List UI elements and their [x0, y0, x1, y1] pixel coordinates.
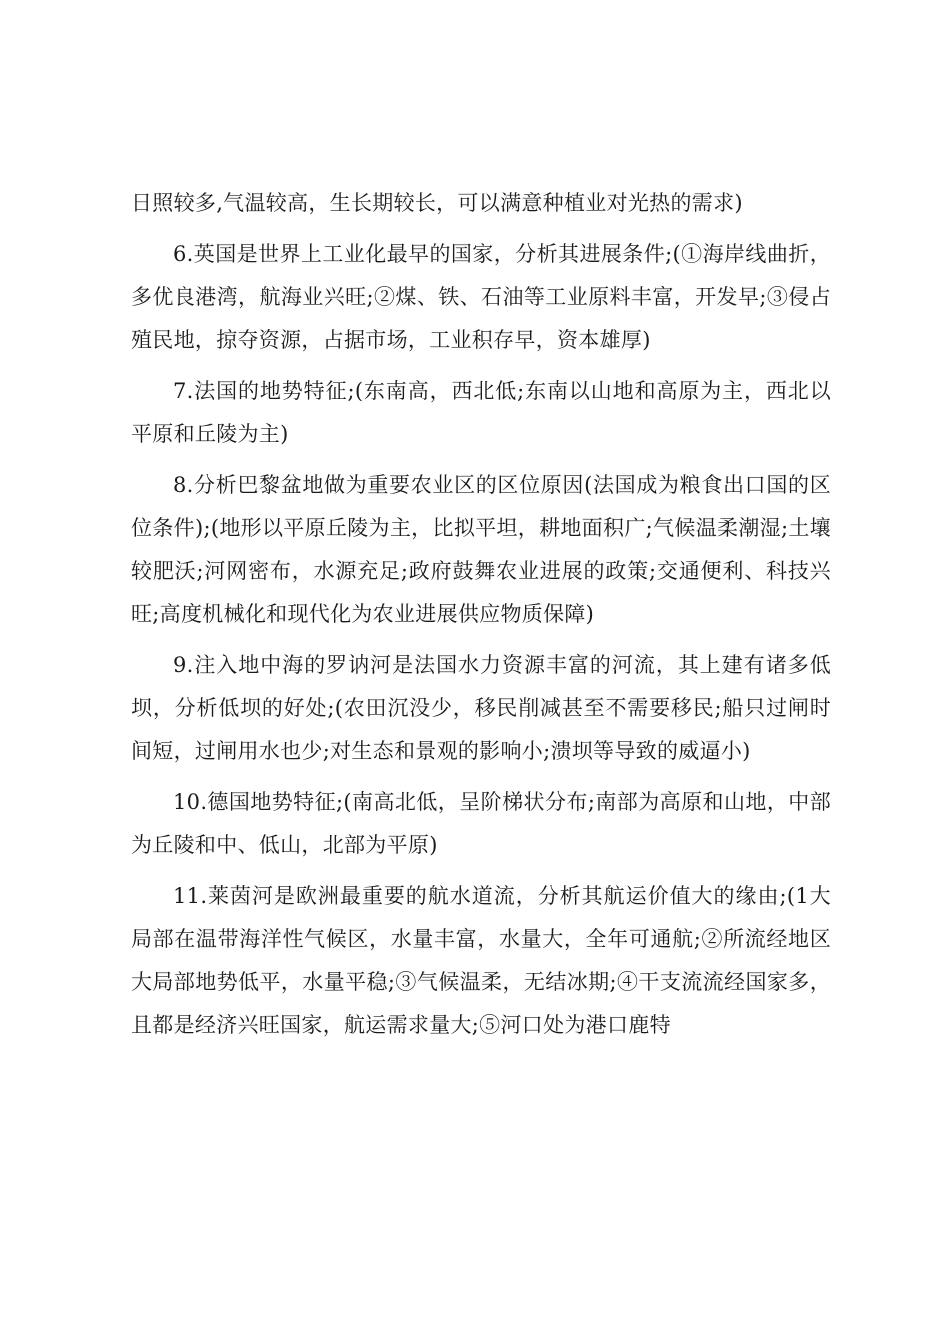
paragraph-q6: 6.英国是世界上工业化最早的国家，分析其进展条件;(①海岸线曲折，多优良港湾，航海业兴旺;②煤、铁、石油等工业原料丰富，开发早;③侵占殖民地，掠夺资源，占据市场，工业积存早，资本雄厚) — [131, 242, 831, 352]
paragraph-q9: 9.注入地中海的罗讷河是法国水力资源丰富的河流，其上建有诸多低坝，分析低坝的好处;(农田沉没少，移民削减甚至不需要移民;船只过闸时间短，过闸用水也少;对生态和景观的影响小;溃坝等导致的威逼小) — [131, 653, 831, 763]
paragraph-q7: 7.法国的地势特征;(东南高，西北低;东南以山地和高原为主，西北以平原和丘陵为主) — [131, 379, 831, 446]
paragraph-q11: 11.莱茵河是欧洲最重要的航水道流，分析其航运价值大的缘由;(1大局部在温带海洋性气候区，水量丰富，水量大，全年可通航;②所流经地区大局部地势低平，水量平稳;③气候温柔，无结冰期;④干支流流经国家多，且都是经济兴旺国家，航运需求量大;⑤河口处为港口鹿特 — [131, 884, 831, 1037]
document-body — [131, 182, 831, 1055]
paragraph-q8: 8.分析巴黎盆地做为重要农业区的区位原因(法国成为粮食出口国的区位条件);(地形以平原丘陵为主，比拟平坦，耕地面积广;气候温柔潮湿;土壤较肥沃;河网密布，水源充足;政府鼓舞农业进展的政策;交通便利、科技兴旺;高度机械化和现代化为农业进展供应物质保障) — [131, 473, 831, 626]
paragraph-q10: 10.德国地势特征;(南高北低，呈阶梯状分布;南部为高原和山地，中部为丘陵和中、低山，北部为平原) — [131, 790, 831, 857]
paragraph-continuation: 日照较多,气温较高，生长期较长，可以满意种植业对光热的需求) — [131, 191, 743, 215]
